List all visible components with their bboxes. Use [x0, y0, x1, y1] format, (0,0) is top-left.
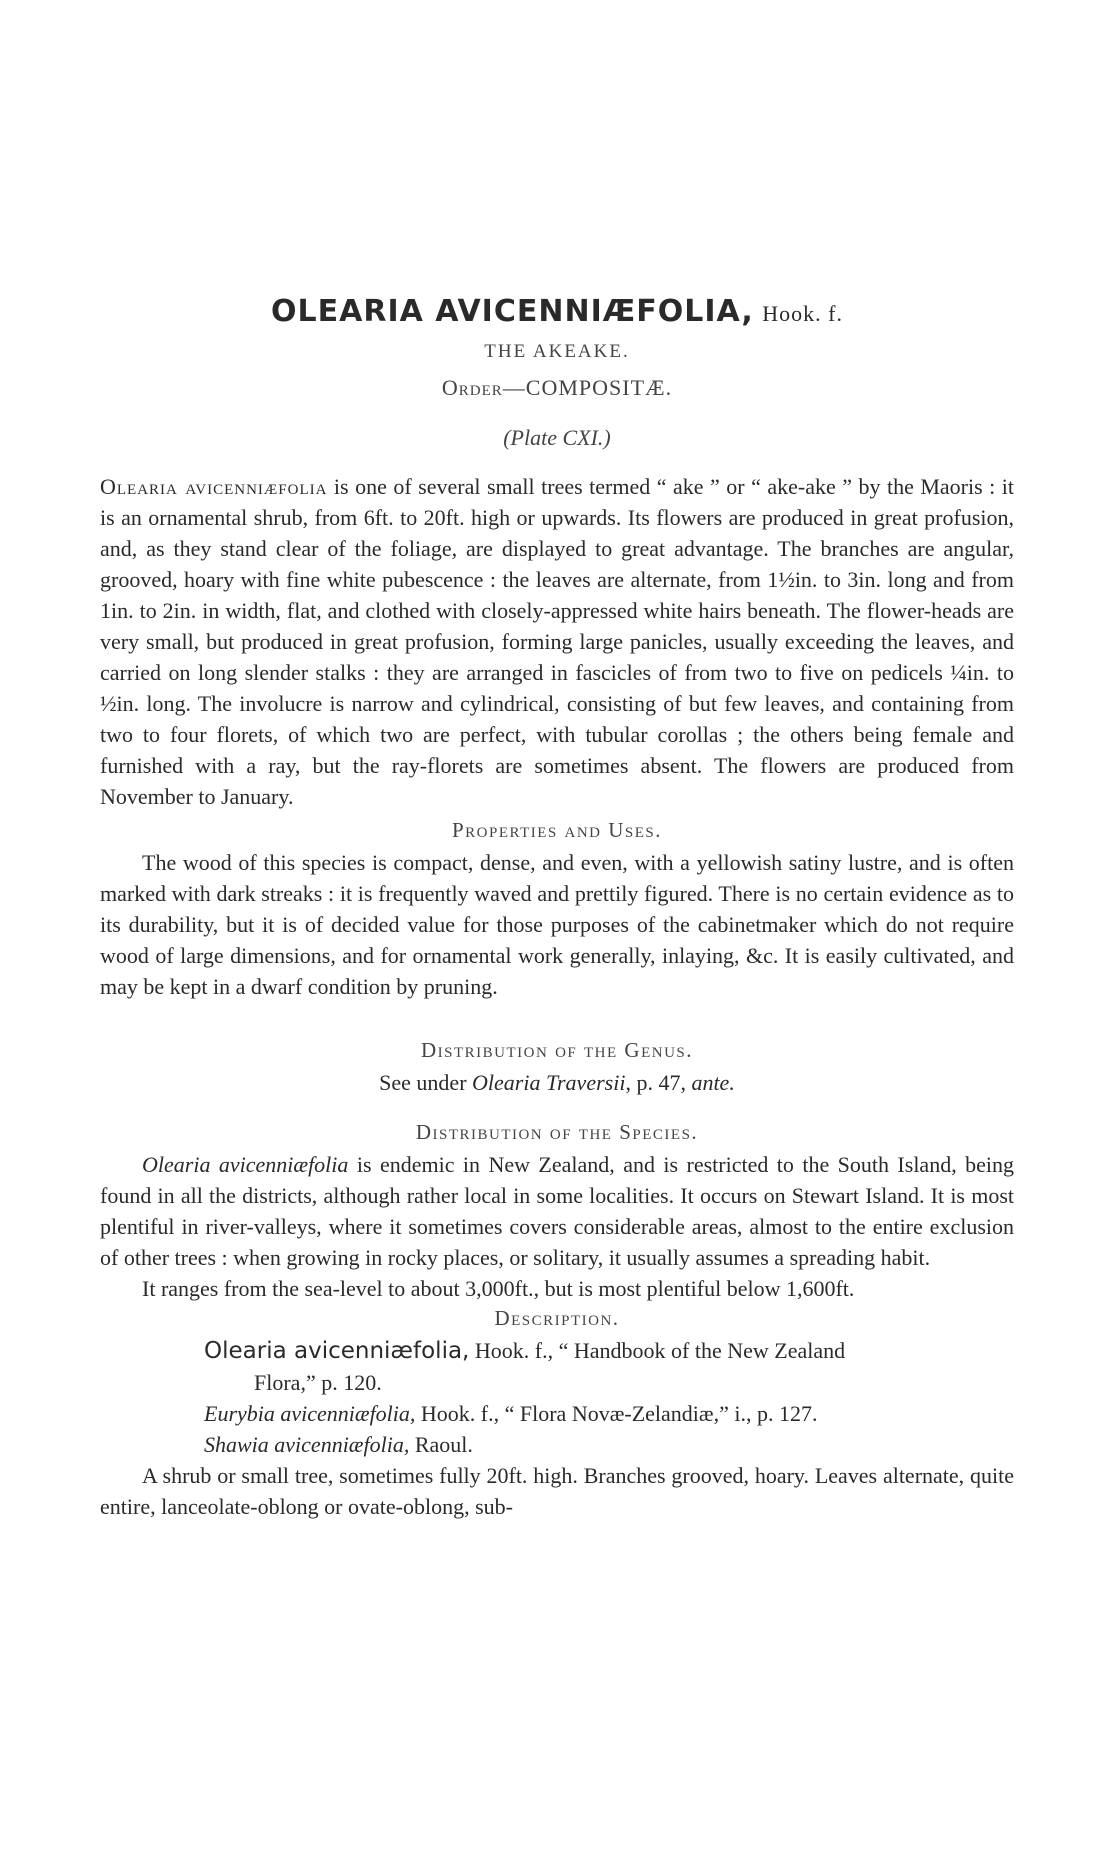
common-name: THE AKEAKE. [484, 341, 630, 362]
synonym-3-ref: Raoul. [409, 1432, 473, 1457]
genus-prefix: See under [379, 1070, 473, 1095]
synonym-2 [100, 1398, 1014, 1429]
synonym-1-ref: Hook. f., “ Handbook of the New Zealand [469, 1338, 846, 1363]
species-text-1: is endemic in New Zealand, and is restricted to the South Island, being found in all the districts, although rather local in some localities. It occurs on Stewart Island. It is most plentiful in river-valleys, where it sometimes covers considerable areas, almost to the entire exclusion of other trees : when growing in rocky places, or solitary, it usually assumes a spreading habit. [100, 1152, 1015, 1270]
properties-paragraph: The wood of this species is compact, dense, and even, with a yellowish satiny lustre, and is often marked with dark streaks : it is frequently waved and prettily figured. There is no certain evidence as to its durability, but it is of decided value for those purposes of the cabinetmaker which do not require wood of large dimensions, and for ornamental work generally, inlaying, &c. It is easily cultivated, and may be kept in a dwarf condition by pruning. [100, 850, 1014, 999]
page-content [100, 280, 1014, 1522]
intro-paragraph [100, 471, 1014, 812]
description-heading: Description. [494, 1306, 620, 1330]
genus-suffix: , p. 47, [625, 1070, 692, 1095]
synonym-2-ref: Hook. f., “ Flora Novæ-Zelandiæ,” i., p. 127. [415, 1401, 818, 1426]
synonym-1-name: Olearia avicenniæfolia, [204, 1338, 470, 1364]
genus-reference [100, 1067, 1014, 1098]
genus-heading: Distribution of the Genus. [421, 1038, 693, 1062]
species-lead: Olearia avicenniæfolia [142, 1152, 349, 1177]
intro-lead: Olearia avicenniæfolia [100, 474, 328, 499]
synonym-3-name: Shawia avicenniæfolia, [204, 1432, 410, 1457]
title-authority: Hook. f. [762, 301, 843, 326]
synonym-1-cont: Flora,” p. 120. [254, 1370, 382, 1395]
species-title: OLEARIA AVICENNIÆFOLIA, [271, 294, 754, 329]
species-heading: Distribution of the Species. [415, 1120, 699, 1144]
species-paragraph-2: It ranges from the sea-level to about 3,000ft., but is most plentiful below 1,600ft. [142, 1276, 855, 1301]
species-paragraph-1 [100, 1149, 1014, 1273]
genus-ante: ante. [691, 1070, 735, 1095]
order-value: COMPOSITÆ. [525, 375, 673, 400]
synonym-1 [100, 1335, 1014, 1398]
order-label: Order— [441, 375, 526, 400]
plate-reference: (Plate CXI.) [503, 425, 611, 450]
intro-text: is one of several small trees termed “ ake ” or “ ake-ake ” by the Maoris : it is an ornamental shrub, from 6ft. to 20ft. high or upwards. Its flowers are produced in great profusion, and, as they stand clear of the foliage, are displayed to great advantage. The branches are angular, grooved, hoary with fine white pubescence : the leaves are alternate, from 1½in. to 3in. long and from 1in. to 2in. in width, flat, and clothed with closely-appressed white hairs beneath. The flower-heads are very small, but produced in great profusion, forming large panicles, usually exceeding the leaves, and carried on long slender stalks : they are arranged in fascicles of from two to five on pedicels ¼in. to ½in. long. The involucre is narrow and cylindrical, consisting of but few leaves, and containing from two to four florets, of which two are perfect, with tubular corollas ; the others being female and furnished with a ray, but the ray-florets are sometimes absent. The flowers are produced from November to January. [100, 474, 1015, 809]
synonym-2-name: Eurybia avicenniæfolia, [204, 1401, 416, 1426]
page-title [100, 294, 1014, 329]
synonym-3 [100, 1429, 1014, 1460]
description-paragraph: A shrub or small tree, sometimes fully 20ft. high. Branches grooved, hoary. Leaves alternate, quite entire, lanceolate-oblong or ovate-oblong, sub- [100, 1463, 1014, 1519]
properties-heading: Properties and Uses. [451, 818, 663, 842]
genus-ref-name: Olearia Traversii [472, 1070, 626, 1095]
order-line [100, 375, 1014, 401]
